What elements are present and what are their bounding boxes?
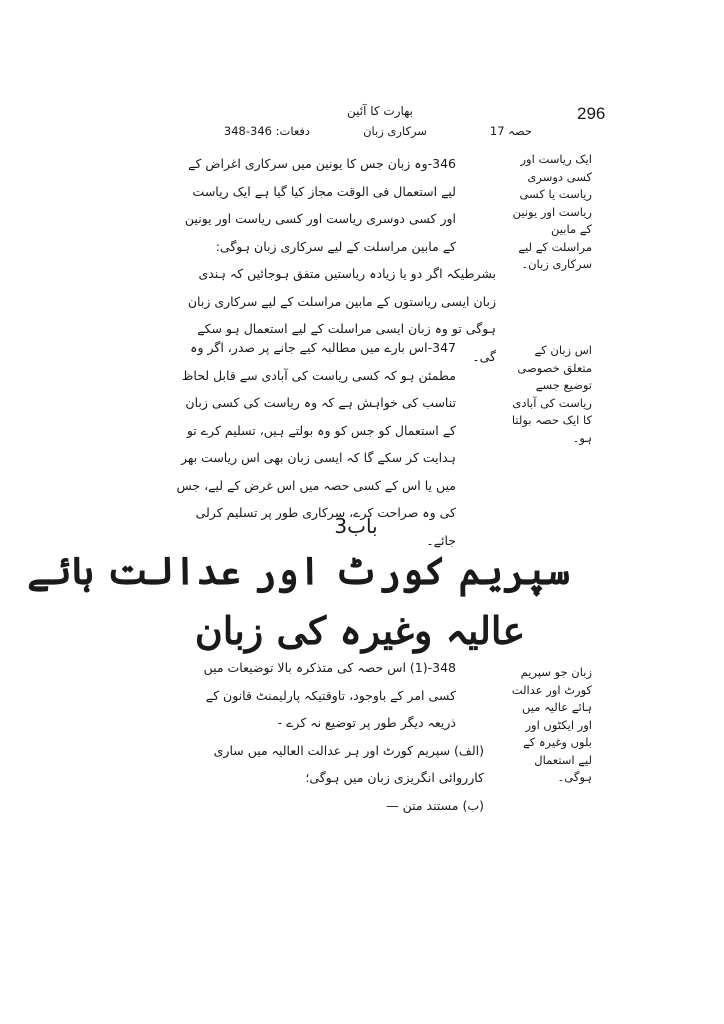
side-note-347-text: اس زبان کے متعلق خصوصی توضیع جسے ریاست کی آبادی کا ایک حصہ بولتا ہو۔ xyxy=(511,343,592,445)
article-348 xyxy=(176,654,496,819)
subject-label: سرکاری زبان xyxy=(363,124,427,138)
article-348-clause-a: (الف) سپریم کورٹ اور ہر عدالت العالیہ میں ساری کارروائی انگریزی زبان میں ہوگی؛ xyxy=(213,742,484,785)
article-347-text: 347-اس بارے میں مطالبہ کیے جانے پر صدر، اگر وہ مطمئن ہو کہ کسی ریاست کی آبادی سے قابل لحاظ تناسب کی خواہش ہے کہ وہ ریاست کی کسی زبان کے استعمال کو جس کو وہ بولتے ہیں، تسلیم کرے تو ہدایت کر سکے گا کہ ایسی زبان بھی اس ریاست بھر میں یا اس کے کسی حصہ میں اس غرض کے لیے، جس کی وہ صراحت کرے، سرکاری طور پر تسلیم کرلی جائے۔ xyxy=(176,340,456,548)
articles-label: دفعات: 346-348 xyxy=(223,124,310,138)
chapter-heading-line1: سپریم کورٹ اور عدالت ہائے xyxy=(27,548,570,593)
article-346-proviso: بشرطیکہ اگر دو یا زیادہ ریاستیں متفق ہوجائیں کہ ہندی زبان ایسی ریاستوں کے مابین مراسلت کے لیے سرکاری زبان ہوگی تو وہ زبان ایسی مراسلت کے لیے استعمال ہو سکے گی۔ xyxy=(187,266,496,364)
side-note-348-text: زبان جو سپریم کورٹ اور عدالت ہائے عالیہ میں اور ایکٹوں اور بلوں وغیرہ کے لیے استعمال ہوگی۔ xyxy=(511,665,592,784)
side-note-348 xyxy=(508,664,592,787)
side-note-346-text: ایک ریاست اور کسی دوسری ریاست یا کسی ریاست اور یونین کے مابین مراسلت کے لیے سرکاری زبان۔ xyxy=(512,152,592,271)
chapter-heading-line2: عالیہ وغیرہ کی زبان xyxy=(194,608,526,653)
article-348-clause-b: (ب) مستند متن — xyxy=(386,797,484,813)
page-number: 296 xyxy=(577,104,606,123)
article-346-text: 346-وہ زبان جس کا یونین میں سرکاری اغراض کے لیے استعمال فی الوقت مجاز کیا گیا ہے ایک ریاست اور کسی دوسری ریاست اور کسی ریاست اور یونین کے مابین مراسلت کے لیے سرکاری زبان ہوگی: xyxy=(184,156,456,254)
chapter-label: باب3 xyxy=(334,514,378,538)
side-note-347 xyxy=(508,342,592,447)
side-note-346 xyxy=(508,151,592,274)
part-label: حصہ 17 xyxy=(489,124,532,138)
article-348-text: 348-(1) اس حصہ کی متذکرہ بالا توضیعات میں کسی امر کے باوجود، تاوقتیکہ پارلیمنٹ قانون کے ذریعہ دیگر طور پر توضیع نہ کرے - xyxy=(203,660,456,730)
book-title: بھارت کا آئین xyxy=(346,104,414,118)
